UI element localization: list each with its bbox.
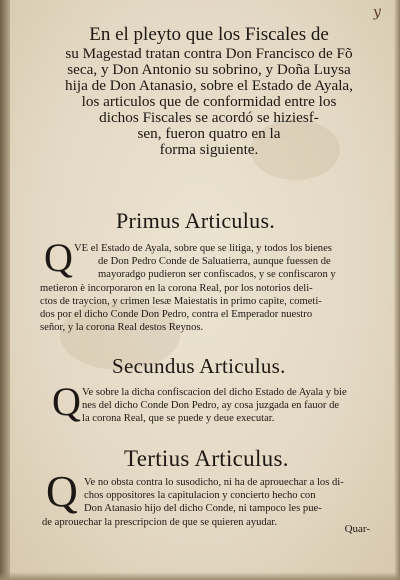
article-body-tertius: [42, 476, 372, 529]
article-line: Don Atanasio hijo del dicho Conde, ni tampoco les pue-: [84, 503, 322, 515]
article-line: de aprouechar la prescripcion de que se quieren ayudar.: [42, 516, 278, 528]
article-line: mayoradgo pudieron ser confiscados, y se confiscaron y: [98, 269, 336, 281]
heading-line: su Magestad tratan contra Don Francisco de Fõ: [65, 45, 353, 62]
article-line: chos oppositores la capitulacion y concierto hecho con: [84, 490, 316, 502]
handwritten-marginalia: y: [372, 3, 383, 21]
article-line: señor, y la corona Real destos Reynos.: [40, 322, 204, 334]
heading-line: dichos Fiscales se acordó se hiziesf-: [99, 109, 319, 126]
page-left-edge-shadow: [0, 0, 10, 580]
document-heading: [44, 24, 374, 158]
page-right-edge-shadow: [394, 0, 400, 580]
heading-line: En el pleyto que los Fiscales de: [89, 24, 329, 45]
article-line: Ve sobre la dicha confiscacion del dicho Estado de Ayala y bie: [82, 387, 347, 398]
article-line: la corona Real, que se puede y deue executar.: [82, 413, 275, 425]
heading-line: hija de Don Atanasio, sobre el Estado de Ayala,: [65, 77, 353, 94]
heading-line: seca, y Don Antonio su sobrino, y Doña Luysa: [67, 61, 351, 78]
article-line: dos por el dicho Conde Don Pedro, contra el Emperador nuestro: [40, 309, 313, 321]
article-body-secundus: [42, 386, 364, 426]
catchword: Quar-: [344, 523, 370, 535]
article-line: Ve no obsta contra lo susodicho, ni ha de aprouechar a los di-: [84, 477, 344, 488]
article-line: nes del dicho Conde Don Pedro, ay cosa juzgada en fauor de: [82, 400, 340, 412]
drop-cap-initial: Q: [44, 235, 73, 280]
article-line: de Don Pedro Conde de Saluatierra, aunque fuessen de: [98, 256, 331, 268]
article-title-secundus: Secundus Articulus.: [112, 354, 286, 378]
article-body-primus: [40, 242, 370, 334]
article-line: ctos de traycion, y crimen lesæ Maiestatis in primo capite, cometi-: [40, 295, 322, 307]
heading-line: los articulos que de conformidad entre los: [81, 93, 337, 110]
article-title-primus: Primus Articulus.: [116, 208, 276, 233]
page-bottom-edge-shadow: [0, 572, 400, 580]
heading-line: forma siguiente.: [159, 141, 259, 158]
article-line: VE el Estado de Ayala, sobre que se litiga, y todos los bienes: [74, 243, 332, 254]
heading-line: sen, fueron quatro en la: [137, 125, 281, 142]
article-title-tertius: Tertius Articulus.: [124, 446, 289, 471]
article-line: metieron è incorporaron en la corona Real, por los notorios deli-: [40, 282, 313, 294]
drop-cap-initial: Q: [46, 467, 78, 516]
drop-cap-initial: Q: [52, 379, 81, 424]
